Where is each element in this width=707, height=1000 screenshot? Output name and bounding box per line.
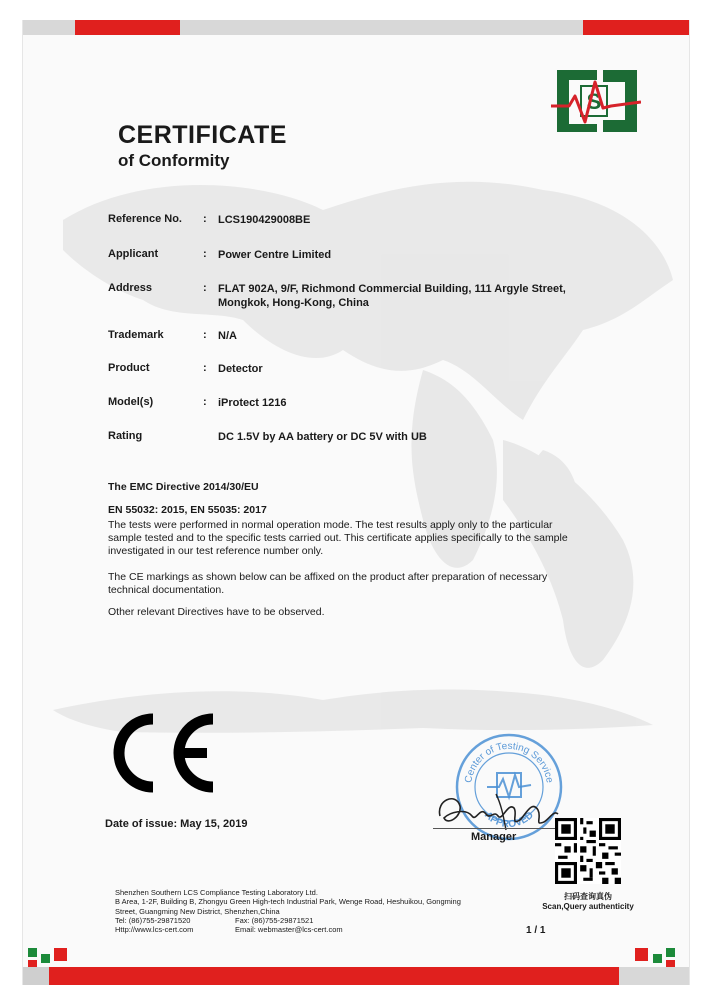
statement-line: technical documentation. (108, 584, 225, 596)
field-value (218, 282, 598, 310)
lcs-logo (551, 68, 641, 134)
statement-line: sample tested and to the specific tests carried out. This certificate applies specifically to the sample (108, 532, 568, 544)
lab-tel: Tel: (86)755-29871520 (115, 915, 191, 925)
corner-square (41, 954, 50, 963)
lab-contact-footer (115, 888, 535, 934)
test-statement (108, 519, 628, 558)
corner-square (28, 948, 37, 957)
verification-qr-code[interactable] (555, 818, 621, 884)
lab-fax: Fax: (86)755-29871521 (235, 915, 314, 925)
field-label: Rating (108, 430, 143, 442)
certificate-page (22, 20, 690, 985)
address-line-2: Mongkok, Hong-Kong, China (218, 297, 369, 309)
field-separator: : (203, 362, 207, 374)
field-value: Detector (218, 363, 263, 375)
ce-mark (105, 713, 217, 793)
field-separator: : (203, 213, 207, 225)
corner-square (666, 948, 675, 957)
logo-letter: S (586, 89, 602, 114)
bottom-grey-strip-left (23, 967, 49, 985)
field-separator: : (203, 282, 207, 294)
lab-web-row (115, 925, 535, 934)
field-label: Product (108, 362, 150, 374)
field-label: Address (108, 282, 153, 294)
corner-square (653, 954, 662, 963)
corner-square (54, 948, 67, 961)
lab-website-link[interactable]: Http://www.lcs-cert.com (115, 925, 194, 935)
lab-phone-row (115, 916, 535, 925)
manager-signature (426, 786, 561, 832)
directive-title: The EMC Directive 2014/30/EU (108, 481, 259, 493)
field-label: Trademark (108, 329, 164, 341)
page-number: 1 / 1 (526, 925, 546, 936)
field-label: Applicant (108, 248, 159, 260)
signatory-role: Manager (471, 831, 517, 843)
statement-line: The CE markings as shown below can be affixed on the product after preparation of necessary (108, 571, 548, 583)
statement-line: The tests were performed in normal operation mode. The test results apply only to the particular (108, 519, 553, 531)
field-separator: : (203, 396, 207, 408)
field-label: Reference No. (108, 213, 182, 225)
field-separator: : (203, 248, 207, 260)
field-value: N/A (218, 330, 237, 342)
bottom-border-bar (23, 967, 689, 985)
field-separator: : (203, 329, 207, 341)
lab-address-line-2: Street, Guangming New District, Shenzhen,China (115, 906, 280, 916)
lab-email-link[interactable]: Email: webmaster@lcs-cert.com (235, 925, 343, 935)
page-title: CERTIFICATE (118, 121, 287, 149)
lab-name: Shenzhen Southern LCS Compliance Testing Laboratory Ltd. (115, 888, 318, 897)
stamp-top-text: Center of Testing Service (463, 740, 555, 784)
statement-line: investigated in our test reference number only. (108, 545, 324, 557)
field-value: DC 1.5V by AA battery or DC 5V with UB (218, 431, 427, 443)
other-directives-note: Other relevant Directives have to be observed. (108, 606, 325, 618)
corner-square (635, 948, 648, 961)
stamp-bottom-text: APPROVED (482, 809, 536, 831)
field-value: iProtect 1216 (218, 397, 287, 409)
page-subtitle: of Conformity (118, 151, 230, 170)
field-value: Power Centre Limited (218, 249, 332, 261)
bottom-grey-strip-right (619, 967, 689, 985)
signature-line (433, 828, 563, 829)
issue-date: Date of issue: May 15, 2019 (105, 818, 248, 830)
ce-marking-statement (108, 571, 628, 597)
qr-caption-cn: 扫码查询真伪 (564, 892, 612, 901)
lab-address-line-1: B Area, 1-2F, Building B, Zhongyu Green High-tech Industrial Park, Wenge Road, Heshuikou, Gongming (115, 897, 461, 907)
standards-list: EN 55032: 2015, EN 55035: 2017 (108, 504, 267, 516)
address-line-1: FLAT 902A, 9/F, Richmond Commercial Building, 111 Argyle Street, (218, 283, 566, 295)
field-value: LCS190429008BE (218, 214, 311, 226)
qr-caption-en: Scan,Query authenticity (542, 902, 634, 911)
qr-caption (538, 892, 638, 912)
field-label: Model(s) (108, 396, 154, 408)
